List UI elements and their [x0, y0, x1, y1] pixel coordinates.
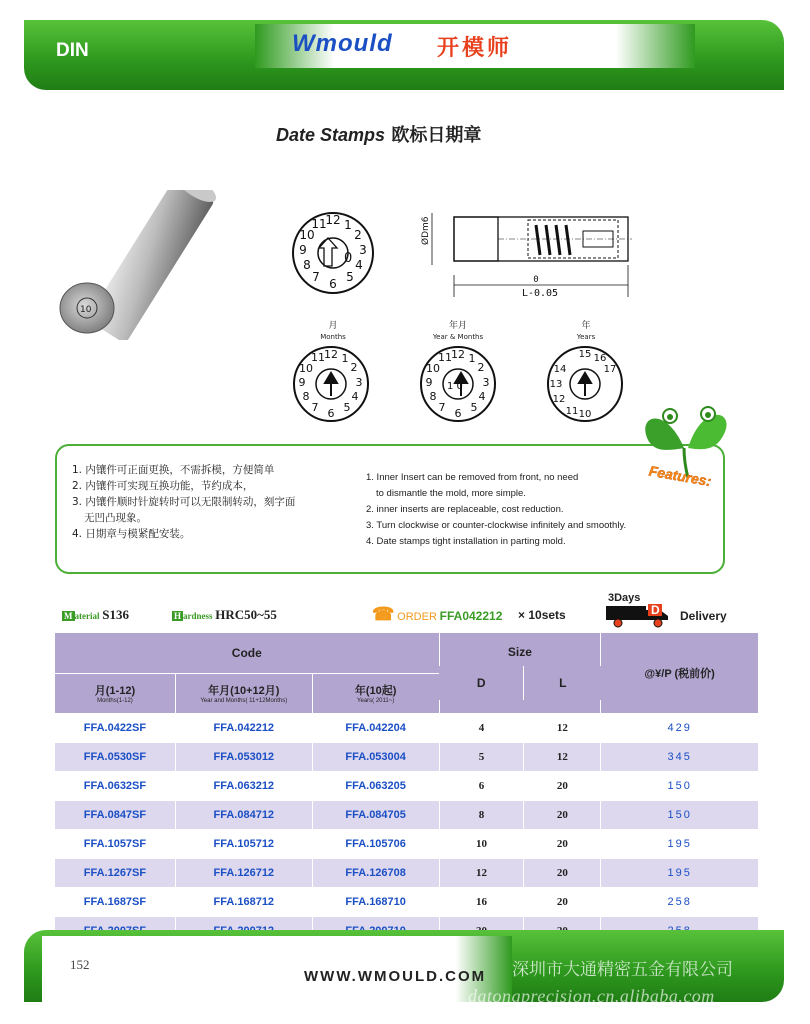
phone-icon: ☎ [372, 604, 395, 624]
size-l-cell: 20 [524, 801, 601, 830]
code-yearmonth-cell: FFA.084712 [175, 801, 312, 830]
svg-text:16: 16 [593, 353, 607, 364]
size-dl-labels [439, 666, 601, 700]
feature-en-4: 4. Date stamps tight installation in parting mold. [366, 536, 566, 547]
svg-text:6: 6 [329, 277, 337, 291]
code-yearmonth-cell: FFA.105712 [175, 830, 312, 859]
svg-text:11: 11 [311, 351, 325, 364]
features-en-list [366, 470, 626, 550]
material-info: M aterial S136 [64, 607, 129, 622]
code-year-cell: FFA.168710 [312, 888, 439, 917]
order-info: ☎ ORDER FFA042212 [372, 604, 503, 624]
col-year: 年(10起) Years( 2011~) [312, 673, 439, 714]
product-photo [40, 190, 265, 340]
page-number: 152 [70, 957, 90, 972]
table-row [55, 801, 759, 830]
svg-text:5: 5 [346, 270, 354, 284]
svg-text:10: 10 [578, 409, 592, 420]
code-month-cell: FFA.0847SF [55, 801, 176, 830]
feature-en-3: 3. Turn clockwise or counter-clockwise infinitely and smoothly. [366, 520, 627, 531]
price-cell: 258 [601, 888, 759, 917]
size-l-cell: 20 [524, 830, 601, 859]
page-title [276, 121, 481, 147]
svg-text:4: 4 [351, 390, 359, 403]
code-year-cell: FFA.105706 [312, 830, 439, 859]
svg-text:10: 10 [299, 362, 313, 375]
size-d-cell: 16 [439, 888, 524, 917]
svg-text:3: 3 [359, 243, 367, 257]
code-year-cell: FFA.053004 [312, 743, 439, 772]
code-yearmonth-cell: FFA.053012 [175, 743, 312, 772]
svg-text:6: 6 [327, 407, 335, 420]
svg-text:12: 12 [552, 394, 566, 405]
order-quantity: × 10sets [518, 608, 566, 622]
code-year-cell: FFA.126708 [312, 859, 439, 888]
svg-text:8: 8 [303, 258, 311, 272]
svg-text:6: 6 [454, 407, 462, 420]
svg-text:1: 1 [344, 218, 352, 232]
size-l-cell: 20 [524, 888, 601, 917]
features-leaf-icon [626, 400, 746, 500]
spec-table [54, 632, 759, 946]
size-l-cell: 12 [524, 743, 601, 772]
svg-text:11: 11 [565, 406, 579, 417]
hardness-value: HRC50~55 [215, 607, 277, 622]
section-label: DIN [56, 40, 89, 61]
price-header: @¥/P (税前价) [601, 633, 759, 714]
svg-text:12: 12 [451, 348, 465, 361]
svg-text:17: 17 [603, 364, 617, 375]
price-cell: 195 [601, 859, 759, 888]
size-l-cell: 12 [524, 714, 601, 743]
svg-text:3: 3 [355, 376, 363, 389]
delivery-badge: D [651, 604, 660, 617]
svg-text:10: 10 [299, 228, 315, 242]
code-month-cell: FFA.0422SF [55, 714, 176, 743]
feature-en-1: 1. Inner Insert can be removed from front, no need [366, 472, 579, 483]
svg-text:3: 3 [482, 376, 490, 389]
svg-text:2: 2 [354, 228, 362, 242]
price-cell: 429 [601, 714, 759, 743]
code-month-cell: FFA.0632SF [55, 772, 176, 801]
feature-cn-3: 3. 内镶件顺时针旋转时可以无限制转动，刻字面 [72, 496, 296, 508]
code-year-cell: FFA.084705 [312, 801, 439, 830]
title-en: Date Stamps [276, 125, 386, 145]
svg-text:11: 11 [438, 351, 452, 364]
code-month-cell: FFA.1267SF [55, 859, 176, 888]
svg-text:12: 12 [324, 348, 338, 361]
technical-drawing [418, 205, 640, 305]
code-month-cell: FFA.0530SF [55, 743, 176, 772]
svg-text:5: 5 [470, 401, 478, 414]
watermark-company: 深圳市大通精密五金有限公司 [512, 960, 733, 980]
dial-years [544, 343, 626, 425]
size-d-cell: 5 [439, 743, 524, 772]
feature-en-2: 2. inner inserts are replaceable, cost reduction. [366, 504, 564, 515]
col-d: D [439, 666, 524, 700]
watermark-url: datongprecision.cn.alibaba.com [468, 986, 715, 1006]
svg-text:4: 4 [478, 390, 486, 403]
svg-text:13: 13 [549, 379, 563, 390]
dial-face-drawing [288, 208, 378, 298]
size-l-cell: 20 [524, 772, 601, 801]
features-cn-list [72, 462, 295, 542]
svg-text:9: 9 [299, 243, 307, 257]
size-l-cell: 20 [524, 859, 601, 888]
zero-label: 0 [533, 275, 539, 285]
code-year-cell: FFA.042204 [312, 714, 439, 743]
size-d-cell: 4 [439, 714, 524, 743]
table-row [55, 743, 759, 772]
feature-cn-4: 4. 日期章与模紧配安装。 [72, 528, 191, 540]
brand-name-cn: 开模师 [437, 36, 513, 61]
size-header: Size [439, 633, 601, 714]
svg-text:7: 7 [312, 270, 320, 284]
col-l: L [524, 666, 601, 700]
order-code: FFA042212 [439, 609, 503, 623]
size-d-cell: 6 [439, 772, 524, 801]
svg-text:9: 9 [425, 376, 433, 389]
table-row [55, 830, 759, 859]
code-month-cell: FFA.1057SF [55, 830, 176, 859]
col-yearmonth: 年月(10+12月) Year and Months( 11+12Months) [175, 673, 312, 714]
size-d-cell: 8 [439, 801, 524, 830]
code-yearmonth-cell: FFA.063212 [175, 772, 312, 801]
feature-en-1b: to dismantle the mold, more simple. [376, 488, 526, 499]
feature-cn-2: 2. 内镶件可实现互换功能，节约成本， [72, 480, 254, 492]
features-badge-text: Features: [647, 462, 713, 490]
price-cell: 150 [601, 801, 759, 830]
svg-text:11: 11 [311, 217, 327, 231]
svg-text:10: 10 [80, 305, 92, 315]
svg-text:2: 2 [350, 361, 358, 374]
svg-text:14: 14 [553, 364, 567, 375]
dial-years-label: 年 Years [576, 321, 596, 341]
code-yearmonth-cell: FFA.126712 [175, 859, 312, 888]
svg-text:4: 4 [355, 258, 363, 272]
svg-text:1: 1 [468, 352, 476, 365]
code-yearmonth-cell: FFA.168712 [175, 888, 312, 917]
title-cn: 欧标日期章 [391, 125, 482, 146]
svg-text:2: 2 [477, 361, 485, 374]
diameter-label: ØDm6 [421, 216, 431, 245]
dial-yearmonth-label: 年月 Year & Months [432, 321, 484, 341]
size-d-cell: 12 [439, 859, 524, 888]
svg-text:7: 7 [438, 401, 446, 414]
website-link[interactable]: WWW.WMOULD.COM [304, 968, 487, 985]
brand-logo: Wmould [292, 30, 393, 57]
svg-text:12: 12 [325, 213, 341, 227]
svg-text:8: 8 [302, 390, 310, 403]
delivery-label: Delivery [680, 609, 727, 623]
dial-months-label: 月 Months [320, 321, 346, 341]
svg-text:0: 0 [344, 251, 353, 266]
delivery-days: 3Days [608, 592, 641, 604]
price-cell: 195 [601, 830, 759, 859]
hardness-info: H ardness HRC50~55 [174, 607, 277, 622]
code-month-cell: FFA.1687SF [55, 888, 176, 917]
dial-year-months [417, 343, 499, 425]
table-row [55, 888, 759, 917]
code-year-cell: FFA.063205 [312, 772, 439, 801]
svg-text:15: 15 [578, 349, 592, 360]
truck-icon [604, 604, 674, 628]
code-header: Code [55, 633, 440, 674]
svg-text:5: 5 [343, 401, 351, 414]
dial-months [290, 343, 372, 425]
feature-cn-1: 1. 内镶件可正面更换，不需拆模，方便简单 [72, 464, 275, 476]
col-month: 月(1-12) Months(1-12) [55, 673, 176, 714]
feature-cn-3b: 无凹凸现象。 [84, 512, 147, 524]
svg-text:8: 8 [429, 390, 437, 403]
price-cell: 150 [601, 772, 759, 801]
svg-text:10: 10 [426, 362, 440, 375]
svg-text:9: 9 [298, 376, 306, 389]
svg-text:7: 7 [311, 401, 319, 414]
length-label: L-0.05 [521, 288, 559, 299]
code-yearmonth-cell: FFA.042212 [175, 714, 312, 743]
dial-center-value: 1 0 [447, 381, 463, 392]
table-row [55, 772, 759, 801]
table-row [55, 859, 759, 888]
size-d-cell: 10 [439, 830, 524, 859]
table-row [55, 714, 759, 743]
material-value: S136 [102, 607, 129, 622]
svg-text:1: 1 [341, 352, 349, 365]
price-cell: 345 [601, 743, 759, 772]
